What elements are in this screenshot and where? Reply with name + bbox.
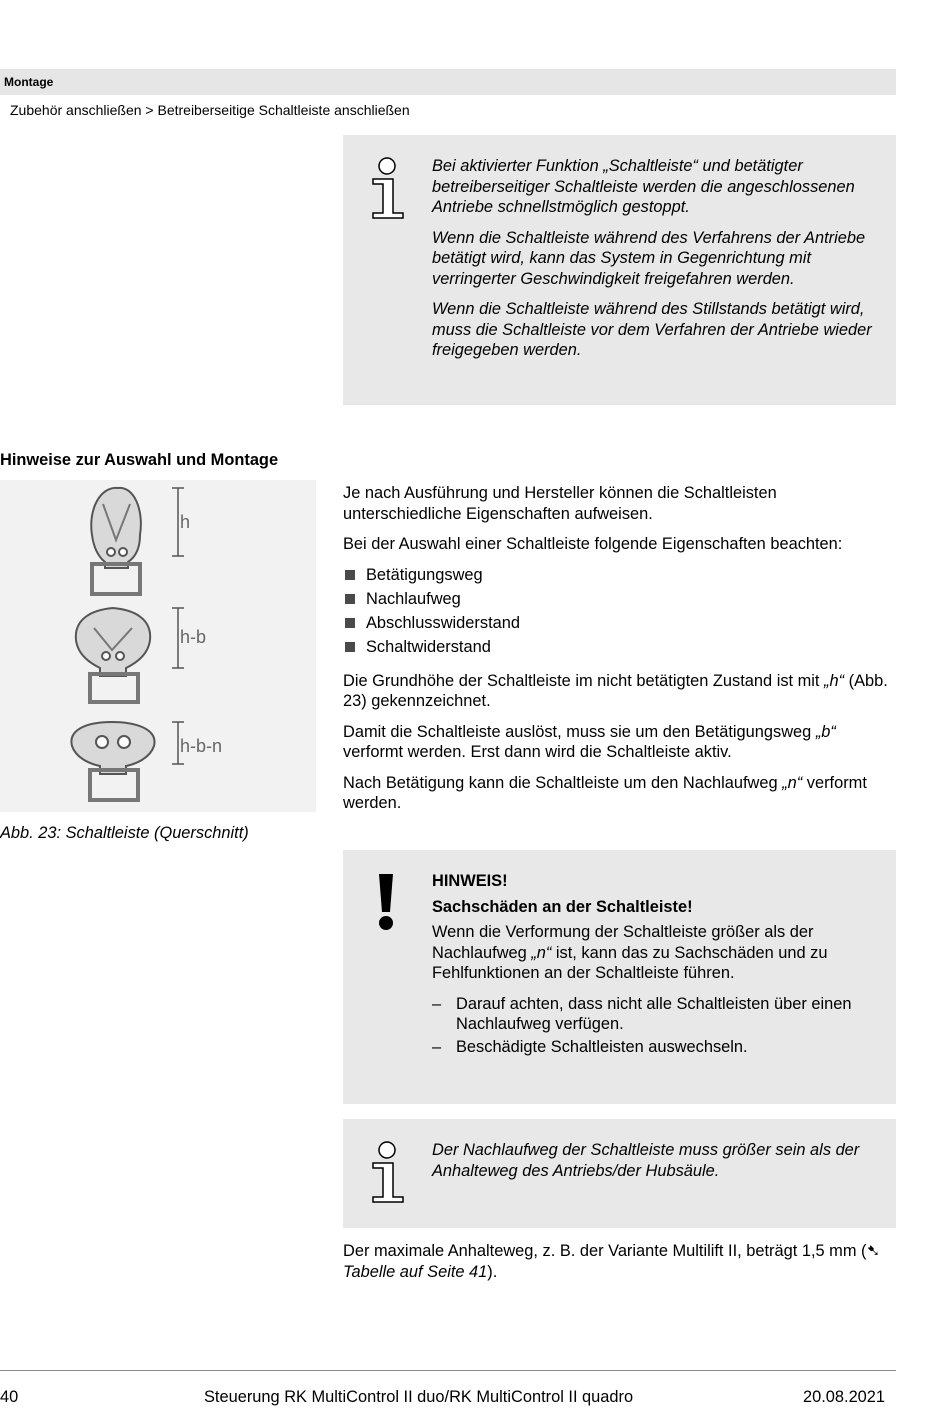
info-paragraph: Wenn die Schaltleiste während des Verfahrens der Antriebe betätigt wird, kann das System in Gegenrichtung mit verringerter Geschwindigkeit freigefahren werden. [432,228,866,288]
paragraph: Damit die Schaltleiste auslöst, muss sie um den Betätigungsweg „b“ verformt werden. Erst dann wird die Schaltleiste aktiv. [343,722,836,761]
paragraph: Je nach Ausführung und Hersteller können die Schaltleisten unterschiedliche Eigenschaften aufweisen. [343,484,777,523]
warning-actions [432,994,872,1058]
section-header: Montage [4,75,54,89]
info-box-1 [343,135,896,405]
footer-divider [0,1370,896,1371]
document-title: Steuerung RK MultiControl II duo/RK MultiControl II quadro [204,1388,634,1406]
list-item: Betätigungsweg [343,565,896,589]
property-list [343,565,896,661]
info-paragraph: Bei aktivierter Funktion „Schaltleiste“ und betätigter betreiberseitiger Schaltleiste werden die angeschlossenen Antriebe schnellstmöglich gestoppt. [432,157,855,216]
paragraph: Nach Betätigung kann die Schaltleiste um den Nachlaufweg „n“ verformt werden. [343,773,867,812]
arrow-link-icon: ➷ [866,1242,881,1260]
warning-text: Wenn die Verformung der Schaltleiste größer als der Nachlaufweg „n“ ist, kann das zu Sachschäden und zu Fehlfunktionen an der Schaltleiste führen. [432,923,828,982]
info-icon [371,157,407,219]
label-h-b-n: h-b-n [180,736,223,756]
list-item: – Beschädigte Schaltleisten auswechseln. [432,1037,748,1056]
header-bar [0,69,896,95]
warning-box [343,850,896,1104]
list-item: Nachlaufweg [343,589,896,613]
list-item: – Darauf achten, dass nicht alle Schaltleisten über einen Nachlaufweg verfügen. [432,994,852,1033]
warning-title: HINWEIS! [432,872,508,890]
info-paragraph: Der Nachlaufweg der Schaltleiste muss größer sein als der Anhalteweg des Antriebs/der Hubsäule. [432,1141,860,1180]
paragraph: Die Grundhöhe der Schaltleiste im nicht betätigten Zustand ist mit „h“ (Abb. 23) gekennzeichnet. [343,671,888,710]
body-text [343,483,896,824]
figure-schaltleiste [0,480,316,812]
document-date: 20.08.2021 [803,1388,886,1406]
stopping-distance-paragraph: Der maximale Anhalteweg, z. B. der Variante Multilift II, beträgt 1,5 mm (➷ Tabelle auf Seite 41). [343,1242,881,1281]
info-paragraph: Wenn die Schaltleiste während des Stillstands betätigt wird, muss die Schaltleiste vor dem Verfahren der Antriebe wieder freigegeben werden. [432,300,872,359]
schaltleiste-cross-section-diagram [0,480,316,812]
profile-h-b-n [71,722,154,800]
warning-subtitle: Sachschäden an der Schaltleiste! [432,897,693,916]
profile-h-b [76,608,150,702]
table-link[interactable]: Tabelle auf Seite 41 [343,1262,488,1281]
label-h: h [180,512,191,532]
label-h-b: h-b [180,627,207,647]
list-item: Abschlusswiderstand [343,613,896,637]
exclamation-icon [375,872,397,932]
info-box-2 [343,1119,896,1228]
paragraph: Bei der Auswahl einer Schaltleiste folgende Eigenschaften beachten: [343,535,843,553]
info-icon [371,1141,407,1203]
section-title: Hinweise zur Auswahl und Montage [0,451,279,469]
figure-caption: Abb. 23: Schaltleiste (Querschnitt) [0,824,249,842]
profile-h [91,488,141,594]
breadcrumb: Zubehör anschließen > Betreiberseitige Schaltleiste anschließen [10,102,410,118]
list-item: Schaltwiderstand [343,637,896,661]
page-number: 40 [0,1388,19,1406]
